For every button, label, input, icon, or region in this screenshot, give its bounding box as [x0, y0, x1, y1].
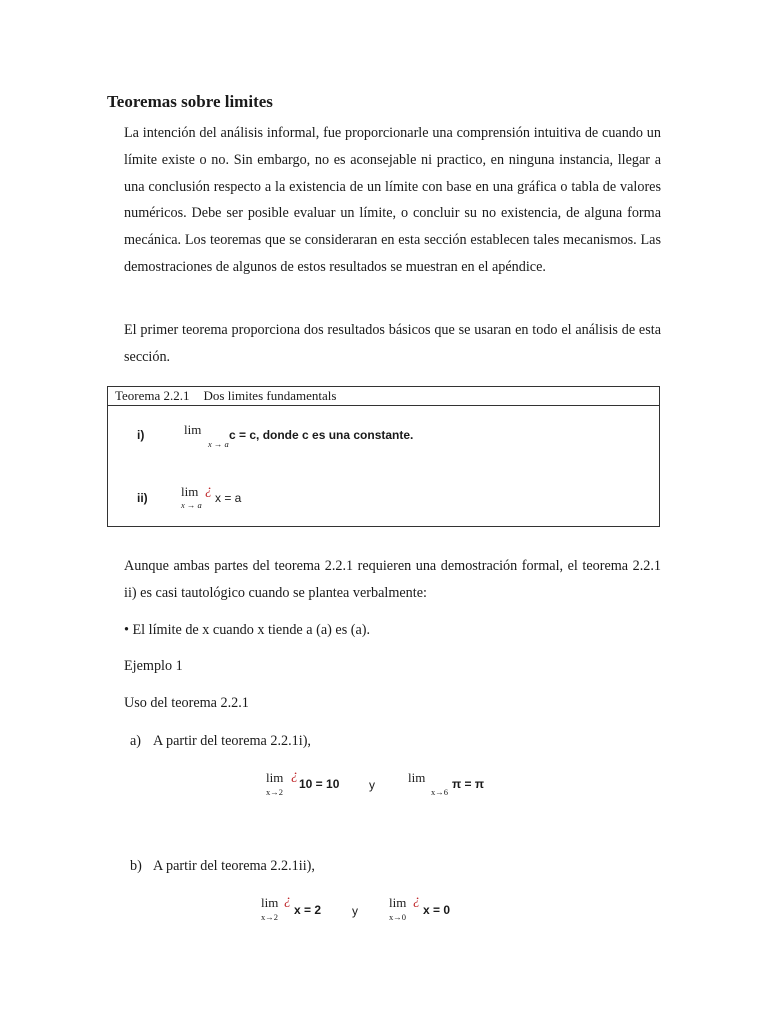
part-a-left-expression: 10 = 10: [299, 777, 340, 791]
theorem-header: [108, 387, 659, 406]
part-a-text: A partir del teorema 2.2.1i),: [153, 733, 311, 749]
part-b-right-lim: lim: [389, 895, 407, 910]
part-b-conjunction: y: [352, 904, 358, 918]
item-2-expression: x = a: [215, 491, 242, 505]
item-2-mark: ¿: [205, 483, 212, 498]
item-2-subscript: x → a: [181, 500, 202, 510]
part-b-right-expression: x = 0: [423, 903, 451, 917]
theorem-name: Dos limites fundamentals: [203, 388, 337, 403]
part-b-right-subscript: x→0: [389, 912, 406, 922]
part-a-right-lim: lim: [408, 770, 426, 785]
part-a-left-subscript: x→2: [266, 787, 283, 797]
tautology-paragraph: Aunque ambas partes del teorema 2.2.1 requieren una demostración formal, el teorema 2.2.1 ii) es casi tautológico cuando se plantea verbalmente:: [124, 558, 661, 601]
part-a-left-mark: ¿: [291, 768, 298, 783]
part-a-right-subscript: x→6: [431, 787, 448, 797]
section-heading: Teoremas sobre limites: [107, 92, 273, 111]
part-a-label: a): [130, 733, 142, 749]
part-a-conjunction: y: [369, 778, 375, 792]
part-a-left-lim: lim: [266, 770, 284, 785]
item-1-expression: c = c, donde c es una constante.: [229, 428, 414, 442]
bullet-statement: • El límite de x cuando x tiende a (a) es (a).: [124, 622, 371, 638]
item-1-numeral: i): [137, 428, 145, 442]
part-b-left-mark: ¿: [284, 893, 291, 908]
item-2-numeral: ii): [137, 491, 148, 505]
example-subtitle: Uso del teorema 2.2.1: [124, 695, 249, 711]
part-b-left-subscript: x→2: [261, 912, 278, 922]
theorem-box: [107, 386, 660, 527]
part-b-left-expression: x = 2: [294, 903, 322, 917]
example-title: Ejemplo 1: [124, 658, 183, 674]
part-b-label: b): [130, 858, 142, 874]
item-1-subscript: x → a: [208, 439, 229, 449]
part-b-right-mark: ¿: [413, 893, 420, 908]
first-theorem-paragraph: El primer teorema proporciona dos resultados básicos que se usaran en todo el análisis de esta sección.: [124, 322, 661, 365]
theorem-number: Teorema 2.2.1: [115, 388, 190, 403]
part-a-right-expression: π = π: [452, 777, 485, 791]
item-2-lim: lim: [181, 484, 199, 499]
part-b-text: A partir del teorema 2.2.1ii),: [153, 858, 315, 874]
item-1-lim: lim: [184, 422, 202, 437]
part-b-left-lim: lim: [261, 895, 279, 910]
intro-paragraph: La intención del análisis informal, fue proporcionarle una comprensión intuitiva de cuando un límite existe o no. Sin embargo, no es aconsejable ni practico, en ninguna instancia, llegar a una conclusión respecto a la existencia de un límite con base en una gráfica o tabla de valores numéricos. Debe ser posible evaluar un límite, o concluir su no existencia, de alguna forma mecánica. Los teoremas que se consideraran en esta sección establecen tales mecanismos. Las demostraciones de algunos de estos resultados se muestran en el apéndice.: [124, 125, 661, 275]
